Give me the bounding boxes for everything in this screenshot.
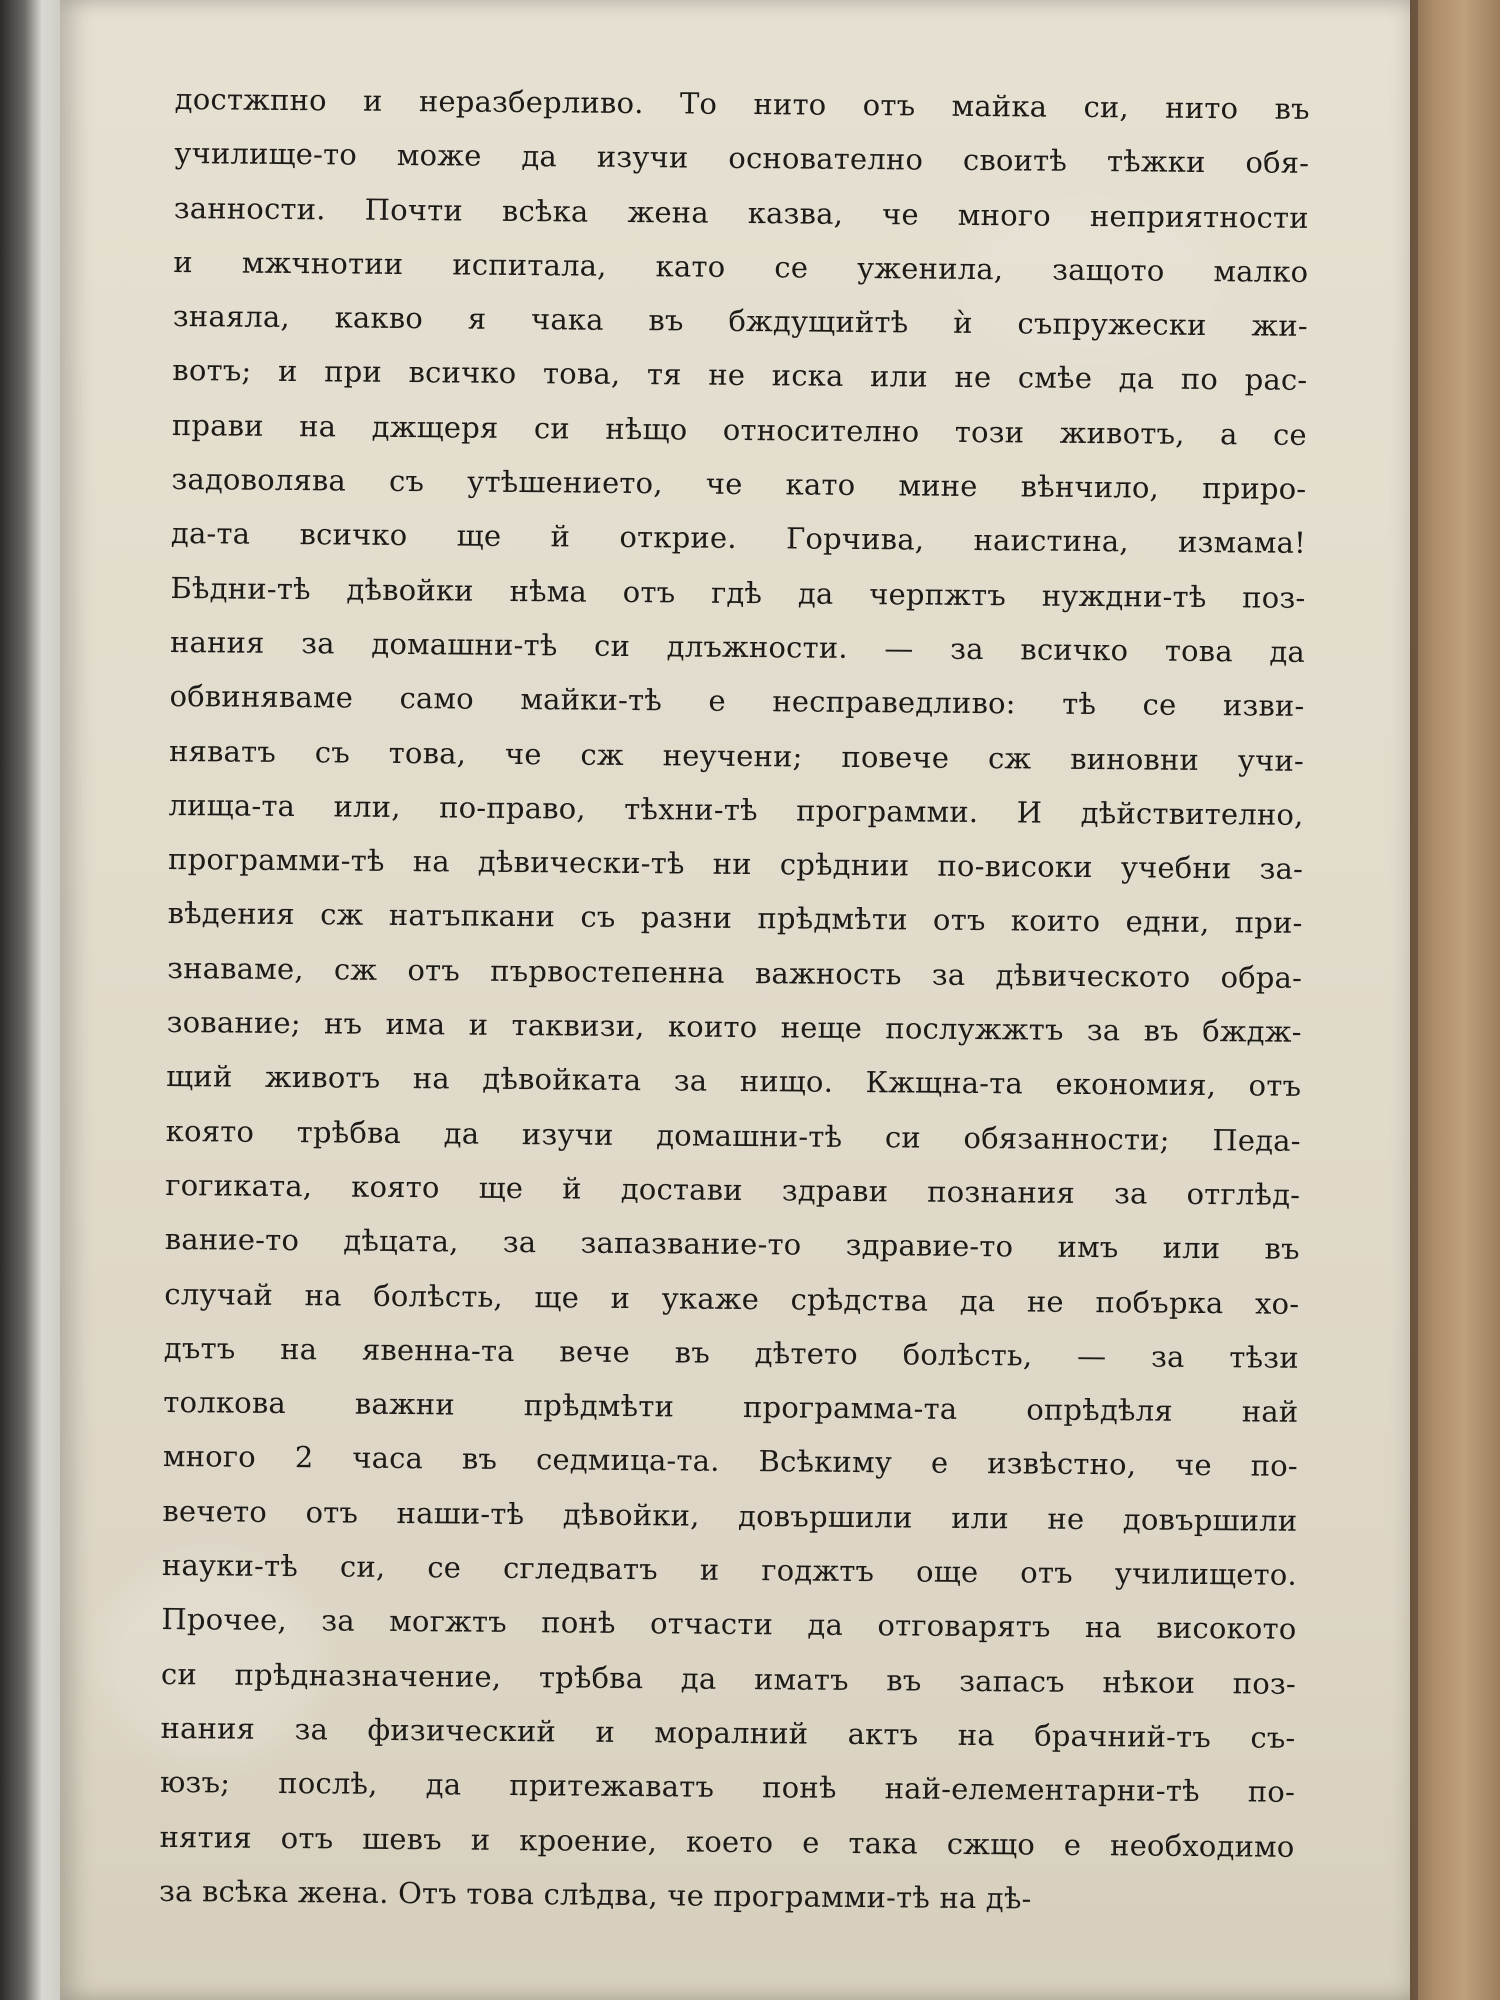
- text-line: случай на болѣсть, ще и укаже срѣдства да не побърка хо-: [164, 1276, 1300, 1321]
- text-line: науки-тѣ си, се сгледватъ и годжтъ още отъ училището.: [161, 1547, 1298, 1592]
- text-line: вечето отъ наши-тѣ дѣвойки, довършили или не довършили: [162, 1493, 1298, 1538]
- text-line: знаяла, какво я чака въ бждущийтѣ ѝ съпружески жи-: [172, 299, 1308, 344]
- body-text: [159, 72, 1310, 1928]
- text-line: вѣдения сж натъпкани съ разни прѣдмѣти отъ които едни, при-: [167, 896, 1303, 941]
- text-line: и мжчнотии испитала, като се уженила, защото малко: [173, 244, 1309, 289]
- text-line: программи-тѣ на дѣвически-тѣ ни срѣднии по-високи учебни за-: [167, 842, 1304, 887]
- text-line: знаваме, сж отъ първостепенна важность за дѣвическото обра-: [167, 950, 1303, 995]
- text-line: дътъ на явенна-та вече въ дѣтето болѣсть, — за тѣзи: [163, 1330, 1299, 1375]
- text-line: много 2 часа въ седмица-та. Всѣкиму е извѣстно, че по-: [162, 1439, 1299, 1484]
- right-page-edge: [1410, 0, 1500, 2000]
- text-line: за всѣка жена. Отъ това слѣдва, че программи-тѣ на дѣ-: [158, 1873, 1032, 1916]
- text-line: Прочее, за могжтъ понѣ отчасти да отговарятъ на високото: [161, 1602, 1297, 1647]
- text-line: Бѣдни-тѣ дѣвойки нѣма отъ гдѣ да черпжтъ нуждни-тѣ поз-: [170, 570, 1306, 615]
- text-line: щий животъ на дѣвойката за нищо. Кжщна-та економия, отъ: [166, 1059, 1302, 1104]
- text-line: училище-то може да изучи основателно своитѣ тѣжки обя-: [174, 136, 1310, 181]
- text-line: която трѣбва да изучи домашни-тѣ си обязанности; Педа-: [165, 1113, 1301, 1158]
- text-line: юзъ; послѣ, да притежаватъ понѣ най-елементарни-тѣ по-: [159, 1765, 1296, 1810]
- text-line: гогиката, която ще й достави здрави познания за отглѣд-: [165, 1167, 1301, 1212]
- text-line: зование; нъ има и таквизи, които неще послужжтъ за въ бждж-: [166, 1005, 1302, 1049]
- text-line: толкова важни прѣдмѣти программа-та опрѣдѣля най: [163, 1385, 1299, 1429]
- text-line: нятия отъ шевъ и кроение, което е така сжщо е необходимо: [159, 1819, 1295, 1864]
- text-line: нания за физический и моралний актъ на брачний-тъ съ-: [160, 1710, 1296, 1755]
- text-line: достжпно и неразберливо. То нито отъ майка си, нито въ: [174, 81, 1310, 126]
- text-line: вотъ; и при всичко това, тя не иска или не смѣе да по рас-: [172, 353, 1308, 398]
- text-line: лища-та или, по-право, тѣхни-тѣ программи. И дѣйствително,: [168, 787, 1304, 832]
- text-line: си прѣдназначение, трѣбва да иматъ въ запасъ нѣкои поз-: [160, 1656, 1297, 1701]
- text-line: занности. Почти всѣка жена казва, че много неприятности: [173, 190, 1309, 235]
- text-line: да-та всичко ще й открие. Горчива, наистина, измама!: [170, 516, 1307, 561]
- text-line: прави на джщеря си нѣщо относително този животъ, а се: [171, 407, 1308, 452]
- text-line: нания за домашни-тѣ си длъжности. — за всичко това да: [169, 624, 1306, 669]
- text-line: задоволява съ утѣшението, че като мине вѣнчило, приро-: [171, 462, 1307, 506]
- text-line: обвиняваме само майки-тѣ е несправедливо: тѣ се изви-: [169, 679, 1305, 724]
- text-line: няватъ съ това, че сж неучени; повече сж виновни учи-: [168, 733, 1305, 778]
- text-line: вание-то дѣцата, за запазвание-то здравие-то имъ или въ: [164, 1222, 1300, 1267]
